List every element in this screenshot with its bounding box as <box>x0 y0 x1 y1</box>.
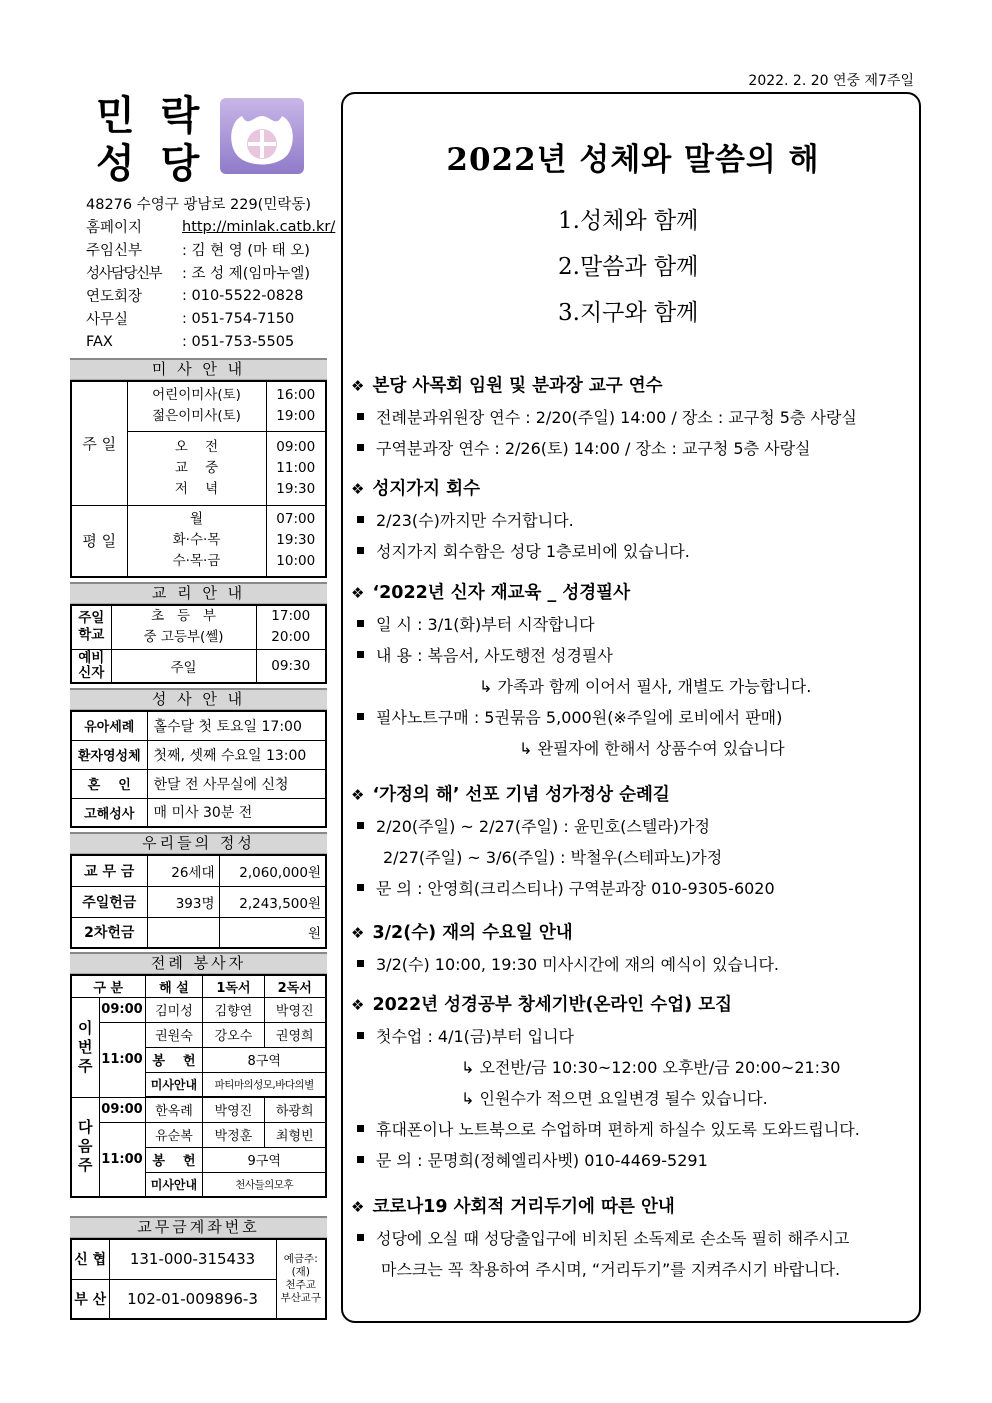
notice-heading-text: ‘2022년 신자 재교육 _ 성경필사 <box>372 583 630 603</box>
parish-logo-icon <box>220 98 304 174</box>
notice-heading <box>351 474 911 505</box>
sacrament-value: 첫째, 셋째 수요일 13:00 <box>147 740 326 769</box>
notice-heading <box>351 578 911 609</box>
notice-section <box>351 578 911 764</box>
notice-heading-text: 코로나19 사회적 거리두기에 따른 안내 <box>372 1197 675 1217</box>
offering-amount: 2,243,500원 <box>219 886 326 917</box>
notice-continuation: ↳ 완필자에 한해서 상품수여 있습니다 <box>519 739 785 758</box>
sacrament-value: 한달 전 사무실에 신청 <box>147 769 326 798</box>
parish-info <box>86 192 336 353</box>
notice-item <box>351 1021 911 1052</box>
mass-name: 저 녁 <box>174 480 219 497</box>
week-label: 이 번 주 <box>71 997 99 1097</box>
offertory-label: 봉 헌 <box>145 1147 203 1172</box>
parish-name-line1: 민 락 <box>96 92 206 139</box>
offering-amount: 원 <box>219 917 326 948</box>
notice-item <box>351 811 911 842</box>
mass-guide-value: 파티마의성모,바다의별 <box>203 1072 326 1097</box>
info-row <box>86 238 336 261</box>
notice-continuation: ↳ 오전반/금 10:30~12:00 오후반/금 20:00~21:30 <box>461 1058 841 1077</box>
notice-item <box>351 433 911 464</box>
server-row <box>71 1122 326 1147</box>
notice-section <box>351 1192 911 1285</box>
server-name: 한옥례 <box>145 1097 203 1122</box>
notice-panel <box>341 92 921 1323</box>
server-row <box>71 997 326 1022</box>
accounts-table <box>70 1238 327 1320</box>
notice-heading <box>351 1192 911 1223</box>
servers-header-cell: 2독서 <box>264 975 326 997</box>
notice-section <box>351 780 911 904</box>
notice-section <box>351 918 911 980</box>
account-number: 102-01-009896-3 <box>109 1279 276 1319</box>
info-value: : 051-754-7150 <box>182 310 295 327</box>
square-bullet-icon <box>357 713 364 720</box>
mass-guide-label: 미사안내 <box>145 1172 203 1197</box>
diamond-bullet-icon: ❖ <box>351 924 365 942</box>
mass-name: 수·목·금 <box>172 553 221 570</box>
notice-item <box>351 640 911 671</box>
mass-schedule-table <box>70 380 327 578</box>
mass-time: 16:00 <box>276 387 316 404</box>
server-name: 최형빈 <box>264 1122 326 1147</box>
offertory-value: 8구역 <box>203 1047 326 1072</box>
week-label: 다 음 주 <box>71 1097 99 1197</box>
notice-item-text: 일 시 : 3/1(화)부터 시작합니다 <box>376 615 595 634</box>
mass-time: 19:30 <box>276 532 316 549</box>
catechism-schedule <box>70 582 327 684</box>
server-row <box>71 1097 326 1122</box>
server-name: 하광희 <box>264 1097 326 1122</box>
notice-item-text: 성당에 오실 때 성당출입구에 비치된 소독제로 손소독 필히 해주시고 <box>376 1229 850 1248</box>
servers-header-cell: 구 분 <box>71 975 145 997</box>
parish-address: 48276 수영구 광남로 229(민락동) <box>86 197 312 213</box>
offering-count: 26세대 <box>147 855 219 886</box>
notice-item <box>351 609 911 640</box>
diamond-bullet-icon: ❖ <box>351 1198 365 1216</box>
accounts-title: 교무금계좌번호 <box>70 1216 327 1238</box>
notice-item-text: 필사노트구매 : 5권묶음 5,000원(※주일에 로비에서 판매) <box>376 708 783 727</box>
server-name: 박영진 <box>264 997 326 1022</box>
servers-table <box>70 974 327 1198</box>
servers-header-cell: 해 설 <box>145 975 203 997</box>
offering-label: 교 무 금 <box>71 855 147 886</box>
date-line: 2022. 2. 20 연중 제7주일 <box>748 73 914 89</box>
bank-name: 부 산 <box>71 1279 109 1319</box>
mass-time: 10:00 <box>276 553 316 570</box>
notice-item <box>351 1223 911 1254</box>
info-label: 주임신부 <box>86 243 143 259</box>
mass-time: 07:00 <box>276 511 316 528</box>
offertory-label: 봉 헌 <box>145 1047 203 1072</box>
offering-row <box>71 886 326 917</box>
offering-count: 393명 <box>147 886 219 917</box>
notice-item-text: 2/23(수)까지만 수거합니다. <box>376 511 574 530</box>
class-time: 17:00 <box>271 608 311 625</box>
diamond-bullet-icon: ❖ <box>351 996 365 1014</box>
server-name: 강오수 <box>203 1022 264 1047</box>
sacrament-row <box>71 711 326 740</box>
info-value: : 010-5522-0828 <box>182 287 304 304</box>
square-bullet-icon <box>357 413 364 420</box>
offertory-value: 9구역 <box>203 1147 326 1172</box>
notice-item <box>351 949 911 980</box>
server-name: 권원숙 <box>145 1022 203 1047</box>
notice-item-text: 문 의 : 문명희(정혜엘리사벳) 010-4469-5291 <box>376 1151 708 1170</box>
servers-title: 전례 봉사자 <box>70 952 327 974</box>
catechism-title: 교 리 안 내 <box>70 582 327 604</box>
notice-item-text: 성지가지 회수함은 성당 1층로비에 있습니다. <box>376 542 690 561</box>
notice-item-text: 휴대폰이나 노트북으로 수업하며 편하게 하실수 있도록 도와드립니다. <box>376 1120 860 1139</box>
info-label: 홈페이지 <box>86 220 143 236</box>
diamond-bullet-icon: ❖ <box>351 786 365 804</box>
class-time: 20:00 <box>271 629 311 646</box>
offering-row <box>71 855 326 886</box>
catechumen-label: 예비 신자 <box>71 649 111 683</box>
offering-label: 주일헌금 <box>71 886 147 917</box>
bank-name: 신 협 <box>71 1239 109 1279</box>
server-time: 09:00 <box>99 997 145 1022</box>
notice-item-text: 내 용 : 복음서, 사도행전 성경필사 <box>376 646 613 665</box>
server-time: 11:00 <box>99 1122 145 1197</box>
class-name: 중 고등부(쎌) <box>143 629 224 646</box>
notice-item-text: 2/20(주일) ~ 2/27(주일) : 윤민호(스텔라)가정 <box>376 817 710 836</box>
sunday-school-label: 주일 학교 <box>71 605 111 649</box>
offerings <box>70 832 327 949</box>
mass-name: 오 전 <box>174 438 219 455</box>
mass-time: 11:00 <box>276 459 316 476</box>
square-bullet-icon <box>357 651 364 658</box>
server-time: 09:00 <box>99 1097 145 1122</box>
info-row <box>86 307 336 330</box>
info-row <box>86 330 336 353</box>
sacraments-title: 성 사 안 내 <box>70 688 327 710</box>
mass-name: 어린이미사(토) <box>152 387 241 404</box>
sacrament-label: 혼 인 <box>71 769 147 798</box>
notice-continuation: 2/27(주일) ~ 3/6(주일) : 박철우(스테파노)가정 <box>383 848 723 867</box>
sacrament-row <box>71 740 326 769</box>
server-row <box>71 1022 326 1047</box>
sacrament-row <box>71 798 326 827</box>
notice-heading-text: 3/2(수) 재의 수요일 안내 <box>372 923 573 943</box>
mass-name: 교 중 <box>174 459 219 476</box>
servers-header <box>71 975 326 997</box>
catechism-table <box>70 604 327 684</box>
server-name: 유순복 <box>145 1122 203 1147</box>
square-bullet-icon <box>357 620 364 627</box>
notice-heading-text: 2022년 성경공부 창세기반(온라인 수업) 모집 <box>372 995 733 1015</box>
sacrament-value: 매 미사 30분 전 <box>147 798 326 827</box>
offering-amount: 2,060,000원 <box>219 855 326 886</box>
mass-guide-label: 미사안내 <box>145 1072 203 1097</box>
info-label: 사무실 <box>86 312 129 328</box>
mass-name: 월 <box>189 511 204 528</box>
notice-heading-text: ‘가정의 해’ 선포 기념 성가정상 순례길 <box>372 785 670 805</box>
servers-header-cell: 1독서 <box>203 975 264 997</box>
sacrament-label: 고해성사 <box>71 798 147 827</box>
server-name: 김미성 <box>145 997 203 1022</box>
notice-heading <box>351 918 911 949</box>
sacraments-table <box>70 710 327 828</box>
square-bullet-icon <box>357 547 364 554</box>
square-bullet-icon <box>357 1032 364 1039</box>
notice-item-text: 3/2(수) 10:00, 19:30 미사시간에 재의 예식이 있습니다. <box>376 955 779 974</box>
info-row <box>86 261 336 284</box>
info-value: : 조 성 제(임마누엘) <box>182 266 311 282</box>
weekday-label: 평 일 <box>71 505 127 577</box>
mass-time: 19:30 <box>276 480 316 497</box>
offerings-title: 우리들의 정성 <box>70 832 327 854</box>
square-bullet-icon <box>357 822 364 829</box>
account-holder: 예금주: (재) 천주교 부산교구 <box>276 1239 326 1319</box>
sacrament-value: 홀수달 첫 토요일 17:00 <box>147 711 326 740</box>
notice-section <box>351 371 911 464</box>
diamond-bullet-icon: ❖ <box>351 377 365 395</box>
notice-continuation: 마스크는 꼭 착용하여 주시며, “거리두기”를 지켜주시기 바랍니다. <box>381 1260 841 1279</box>
mass-name: 젊은이미사(토) <box>152 408 241 425</box>
diamond-bullet-icon: ❖ <box>351 480 365 498</box>
sacrament-label: 환자영성체 <box>71 740 147 769</box>
server-time: 11:00 <box>99 1022 145 1097</box>
notice-section <box>351 474 911 567</box>
square-bullet-icon <box>357 1234 364 1241</box>
notice-continuation: ↳ 가족과 함께 이어서 필사, 개별도 가능합니다. <box>479 677 812 696</box>
sacraments <box>70 688 327 828</box>
info-value: : 051-753-5505 <box>182 333 295 350</box>
notice-heading-text: 본당 사목회 임원 및 분과장 교구 연수 <box>372 376 663 396</box>
offering-count <box>147 917 219 948</box>
offerings-table <box>70 854 327 949</box>
notice-heading <box>351 780 911 811</box>
info-label: 연도회장 <box>86 289 143 305</box>
mass-time: 09:00 <box>276 438 316 455</box>
account-number: 131-000-315433 <box>109 1239 276 1279</box>
notice-heading-text: 성지가지 회수 <box>372 479 480 499</box>
notice-item <box>351 1145 911 1176</box>
info-row <box>86 284 336 307</box>
sacrament-row <box>71 769 326 798</box>
offering-label: 2차헌금 <box>71 917 147 948</box>
notice-item <box>351 873 911 904</box>
homepage-link[interactable]: http://minlak.catb.kr/ <box>182 218 336 235</box>
notice-item <box>351 536 911 567</box>
server-name: 박영진 <box>203 1097 264 1122</box>
notice-item <box>351 402 911 433</box>
notice-continuation: ↳ 인원수가 적으면 요일변경 될수 있습니다. <box>461 1089 768 1108</box>
server-name: 박정훈 <box>203 1122 264 1147</box>
server-name: 김향연 <box>203 997 264 1022</box>
mass-name: 화·수·목 <box>172 532 221 549</box>
info-label: 성사담당신부 <box>86 266 162 282</box>
square-bullet-icon <box>357 1125 364 1132</box>
info-row <box>86 215 336 238</box>
notice-section <box>351 990 911 1176</box>
offering-row <box>71 917 326 948</box>
server-name: 권영희 <box>264 1022 326 1047</box>
notice-item-text: 첫수업 : 4/1(금)부터 입니다 <box>376 1027 574 1046</box>
notice-item <box>351 1114 911 1145</box>
theme-2: 2.말씀과 함께 <box>558 254 699 280</box>
main-title: 2022년 성체와 말씀의 해 <box>446 142 820 178</box>
square-bullet-icon <box>357 444 364 451</box>
theme-3: 3.지구와 함께 <box>558 300 699 326</box>
catechumen-time: 09:30 <box>256 649 326 683</box>
notice-item <box>351 505 911 536</box>
square-bullet-icon <box>357 960 364 967</box>
notice-item-text: 문 의 : 안영희(크리스티나) 구역분과장 010-9305-6020 <box>376 879 775 898</box>
liturgy-servers <box>70 952 327 1198</box>
mass-schedule <box>70 358 327 578</box>
class-name: 초 등 부 <box>151 608 216 625</box>
notice-heading <box>351 990 911 1021</box>
diamond-bullet-icon: ❖ <box>351 584 365 602</box>
mass-time: 19:00 <box>276 408 316 425</box>
info-label: FAX <box>86 333 113 350</box>
parish-name <box>96 92 205 188</box>
catechumen-day: 주일 <box>111 649 256 683</box>
square-bullet-icon <box>357 884 364 891</box>
mass-guide-value: 천사들의모후 <box>203 1172 326 1197</box>
square-bullet-icon <box>357 1156 364 1163</box>
mass-schedule-title: 미 사 안 내 <box>70 358 327 380</box>
square-bullet-icon <box>357 516 364 523</box>
sunday-label: 주 일 <box>71 381 127 505</box>
notice-item-text: 구역분과장 연수 : 2/26(토) 14:00 / 장소 : 교구청 5층 사랑실 <box>376 439 811 458</box>
sacrament-label: 유아세례 <box>71 711 147 740</box>
bank-accounts <box>70 1216 327 1320</box>
info-value: : 김 현 영 (마 태 오) <box>182 243 310 259</box>
notice-item-text: 전례분과위원장 연수 : 2/20(주일) 14:00 / 장소 : 교구청 5층 사랑실 <box>376 408 857 427</box>
notice-heading <box>351 371 911 402</box>
parish-name-line2: 성 당 <box>96 140 206 187</box>
theme-1: 1.성체와 함께 <box>558 208 699 234</box>
notice-item <box>351 702 911 733</box>
